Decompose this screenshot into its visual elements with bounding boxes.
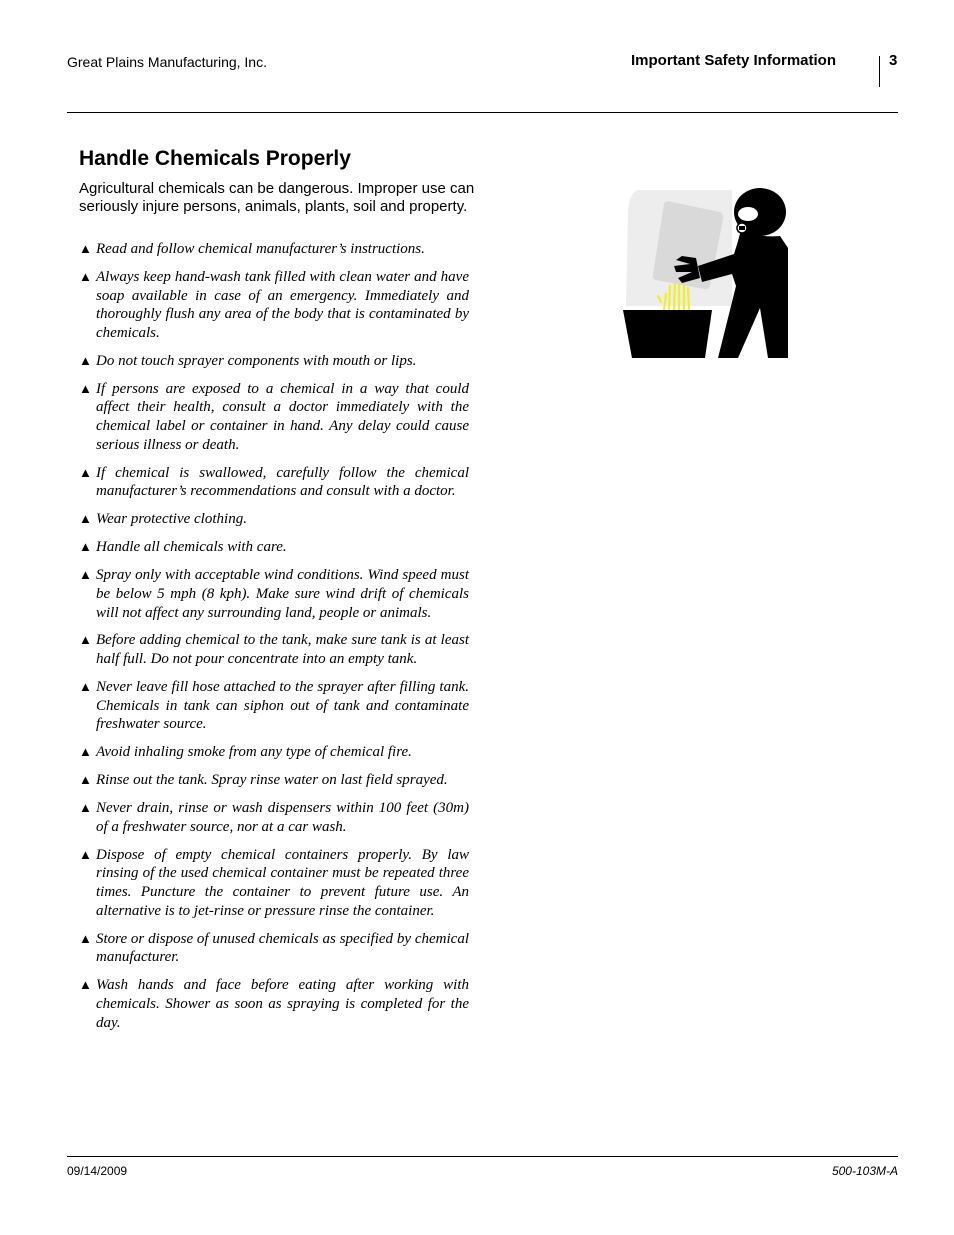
list-item-text: Handle all chemicals with care. — [96, 539, 287, 556]
triangle-bullet-icon: ▲ — [79, 268, 92, 284]
list-item — [79, 771, 469, 790]
page-number: 3 — [889, 52, 898, 69]
list-item-text: Wash hands and face before eating after working with chemicals. Shower as soon as spraying is completed for the day. — [96, 977, 469, 1031]
list-item — [79, 380, 469, 455]
triangle-bullet-icon: ▲ — [79, 352, 92, 368]
section-intro: Agricultural chemicals can be dangerous. Improper use can seriously injure persons, animals, plants, soil and property. — [79, 180, 475, 215]
triangle-bullet-icon: ▲ — [79, 800, 92, 816]
list-item — [79, 678, 469, 734]
triangle-bullet-icon: ▲ — [79, 744, 92, 760]
list-item — [79, 631, 469, 668]
list-item-text: Spray only with acceptable wind conditions. Wind speed must be below 5 mph (8 kph). Make sure wind drift of chemicals will not affect any surrounding land, people or animals. — [96, 567, 469, 621]
header-divider — [879, 56, 880, 87]
list-item-text: Before adding chemical to the tank, make sure tank is at least half full. Do not pour concentrate into an empty tank. — [96, 632, 469, 668]
list-item-text: Avoid inhaling smoke from any type of chemical fire. — [96, 744, 412, 761]
list-item-text: Rinse out the tank. Spray rinse water on last field sprayed. — [96, 772, 448, 789]
triangle-bullet-icon: ▲ — [79, 464, 92, 480]
triangle-bullet-icon: ▲ — [79, 977, 92, 993]
triangle-bullet-icon: ▲ — [79, 241, 92, 256]
triangle-bullet-icon: ▲ — [79, 567, 92, 583]
list-item — [79, 352, 469, 371]
list-item — [79, 464, 469, 501]
safety-list — [79, 240, 469, 1042]
list-item-text: If persons are exposed to a chemical in a way that could affect their health, consult a doctor immediately with the chemical label or container in hand. Any delay could cause serious illness or death. — [96, 380, 469, 453]
triangle-bullet-icon: ▲ — [79, 632, 92, 648]
footer-date: 09/14/2009 — [67, 1164, 128, 1178]
triangle-bullet-icon: ▲ — [79, 539, 92, 555]
triangle-bullet-icon: ▲ — [79, 846, 92, 862]
triangle-bullet-icon: ▲ — [79, 679, 92, 695]
list-item — [79, 566, 469, 622]
list-item-text: Dispose of empty chemical containers properly. By law rinsing of the used chemical container must be repeated three times. Puncture the container to prevent future use. An alternative is to jet-rinse or pressure rinse the container. — [96, 846, 469, 919]
tank-basin — [623, 310, 712, 358]
list-item — [79, 799, 469, 836]
header-section-title: Important Safety Information — [630, 52, 836, 69]
list-item — [79, 240, 469, 259]
footer-rule — [67, 1156, 898, 1157]
list-item-text: Store or dispose of unused chemicals as specified by chemical manufacturer. — [96, 930, 469, 966]
footer-doc-number: 500-103M-A — [831, 1164, 898, 1178]
list-item-text: Do not touch sprayer components with mouth or lips. — [96, 352, 417, 369]
triangle-bullet-icon: ▲ — [79, 930, 92, 946]
list-item-text: If chemical is swallowed, carefully follow the chemical manufacturer’s recommendations and consult with a doctor. — [96, 464, 469, 500]
list-item-text: Never drain, rinse or wash dispensers within 100 feet (30m) of a freshwater source, nor at a car wash. — [96, 800, 469, 835]
header-rule — [67, 112, 898, 113]
list-item-text: Always keep hand-wash tank filled with clean water and have soap available in case of an emergency. Immediately and thoroughly flush any area of the body that is contaminated by chemicals. — [96, 268, 469, 341]
header-company: Great Plains Manufacturing, Inc. — [67, 54, 267, 70]
triangle-bullet-icon: ▲ — [79, 772, 92, 788]
list-item — [79, 976, 469, 1032]
triangle-bullet-icon: ▲ — [79, 511, 92, 527]
list-item — [79, 846, 469, 921]
triangle-bullet-icon: ▲ — [79, 380, 92, 396]
chemical-handling-icon — [620, 186, 792, 362]
list-item-text: Never leave fill hose attached to the sprayer after filling tank. Chemicals in tank can siphon out of tank and contaminate freshwater source. — [96, 679, 469, 733]
list-item — [79, 510, 469, 529]
list-item — [79, 538, 469, 557]
list-item — [79, 268, 469, 343]
list-item-text: Wear protective clothing. — [96, 511, 247, 528]
section-title: Handle Chemicals Properly — [79, 147, 351, 170]
list-item-text: Read and follow chemical manufacturer’s instructions. — [96, 241, 425, 257]
list-item — [79, 743, 469, 762]
list-item — [79, 930, 469, 967]
